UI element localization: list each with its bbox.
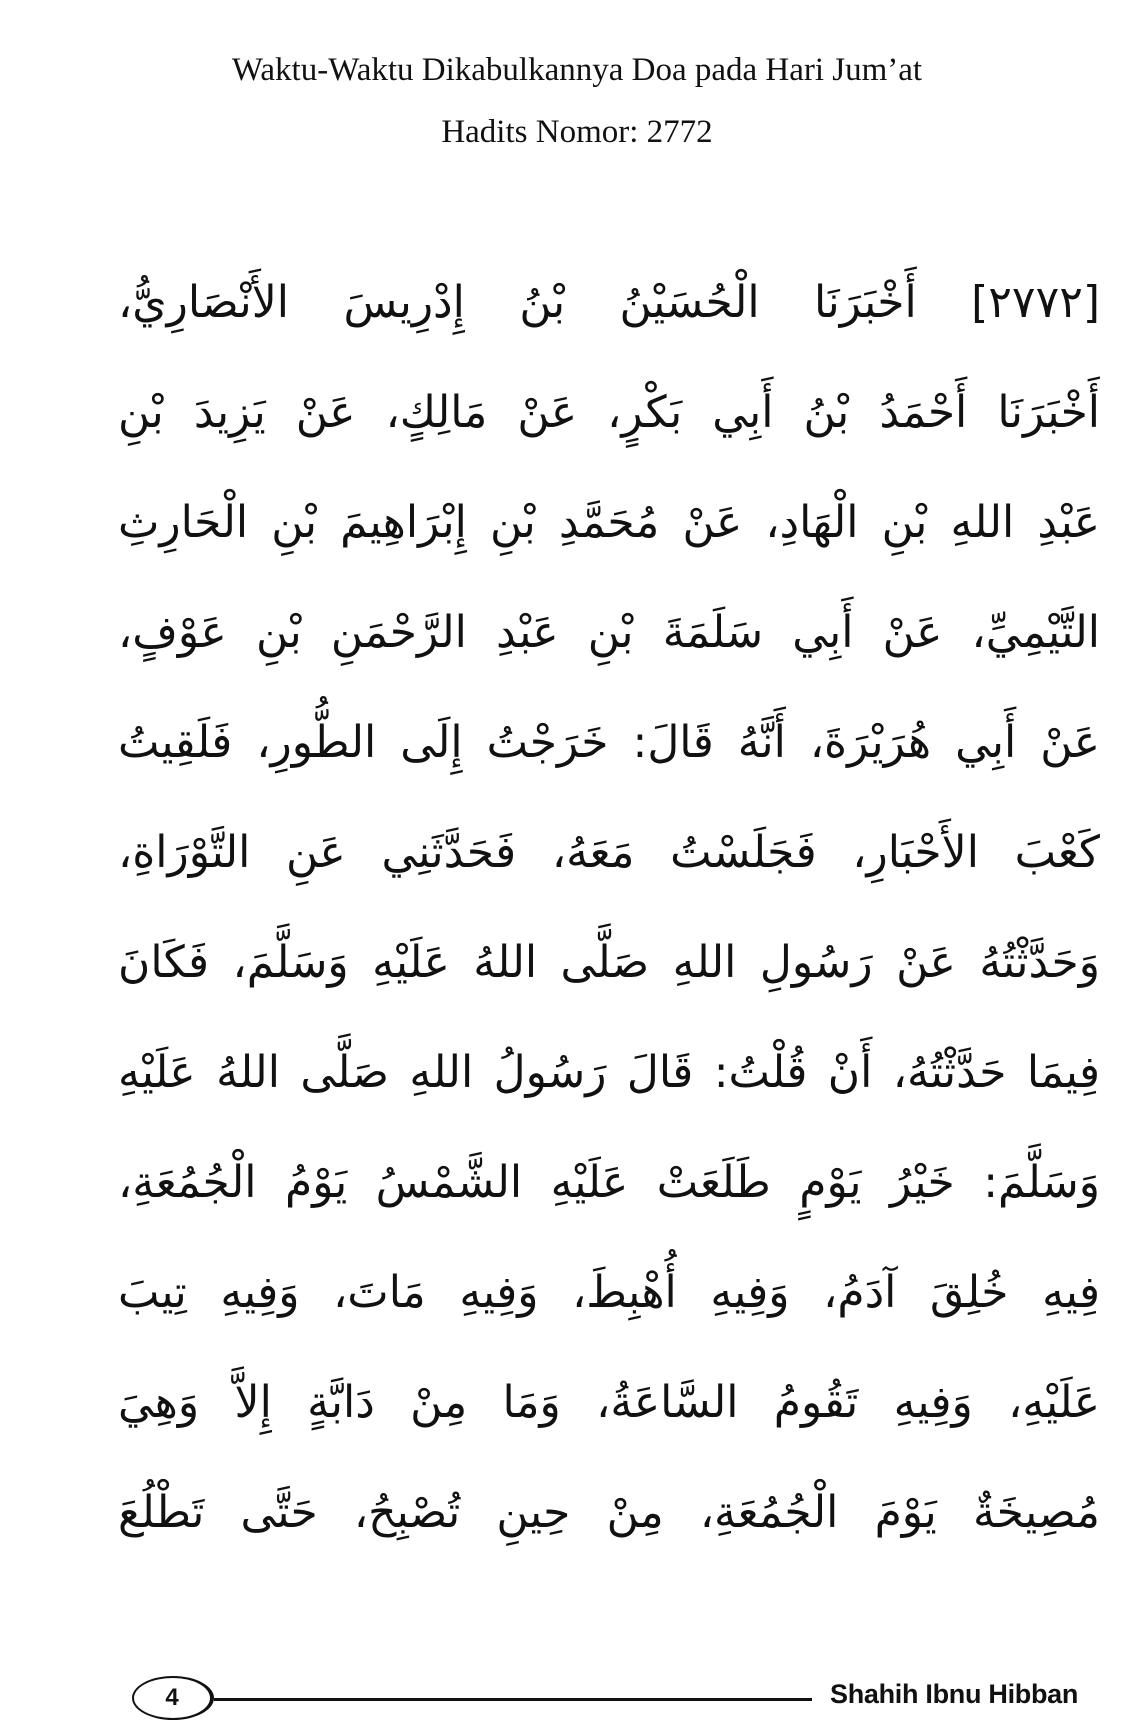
arabic-line: أَخْبَرَنَا أَحْمَدُ بْنُ أَبِي بَكْرٍ، عَنْ مَالِكٍ، عَنْ يَزِيدَ بْنِ <box>118 387 1100 438</box>
arabic-line: وَحَدَّثْتُهُ عَنْ رَسُولِ اللهِ صَلَّى اللهُ عَلَيْهِ وَسَلَّمَ، فَكَانَ <box>118 937 1100 988</box>
arabic-line: [٢٧٧٢] أَخْبَرَنَا الْحُسَيْنُ بْنُ إِدْرِيسَ الأَنْصَارِيُّ، <box>118 277 1100 328</box>
arabic-line: عَنْ أَبِي هُرَيْرَةَ، أَنَّهُ قَالَ: خَرَجْتُ إِلَى الطُّورِ، فَلَقِيتُ <box>118 717 1100 768</box>
arabic-line: وَسَلَّمَ: خَيْرُ يَوْمٍ طَلَعَتْ عَلَيْهِ الشَّمْسُ يَوْمُ الْجُمُعَةِ، <box>118 1157 1100 1208</box>
arabic-line: التَّيْمِيِّ، عَنْ أَبِي سَلَمَةَ بْنِ عَبْدِ الرَّحْمَنِ بْنِ عَوْفٍ، <box>118 607 1100 658</box>
arabic-line: عَلَيْهِ، وَفِيهِ تَقُومُ السَّاعَةُ، وَمَا مِنْ دَابَّةٍ إِلاَّ وَهِيَ <box>118 1377 1100 1428</box>
arabic-line: فِيهِ خُلِقَ آدَمُ، وَفِيهِ أُهْبِطَ، وَفِيهِ مَاتَ، وَفِيهِ تِيبَ <box>118 1267 1100 1318</box>
arabic-line: فِيمَا حَدَّثْتُهُ، أَنْ قُلْتُ: قَالَ رَسُولُ اللهِ صَلَّى اللهُ عَلَيْهِ <box>118 1047 1100 1098</box>
arabic-line: عَبْدِ اللهِ بْنِ الْهَادِ، عَنْ مُحَمَّدِ بْنِ إِبْرَاهِيمَ بْنِ الْحَارِثِ <box>118 497 1100 548</box>
hadith-arabic-text <box>118 248 1100 1568</box>
book-title: Shahih Ibnu Hibban <box>830 1679 1079 1709</box>
arabic-line: مُصِيخَةٌ يَوْمَ الْجُمُعَةِ، مِنْ حِينِ تُصْبِحُ، حَتَّى تَطْلُعَ <box>118 1487 1100 1538</box>
hadith-number-heading: Hadits Nomor: 2772 <box>441 114 713 150</box>
footer-rule <box>214 1698 812 1701</box>
page-number: 4 <box>132 1676 214 1720</box>
arabic-line: كَعْبَ الأَحْبَارِ، فَجَلَسْتُ مَعَهُ، فَحَدَّثَنِي عَنِ التَّوْرَاةِ، <box>118 827 1100 878</box>
page-footer <box>0 1676 1126 1722</box>
chapter-title: Waktu-Waktu Dikabulkannya Doa pada Hari Jum’at <box>231 52 923 88</box>
